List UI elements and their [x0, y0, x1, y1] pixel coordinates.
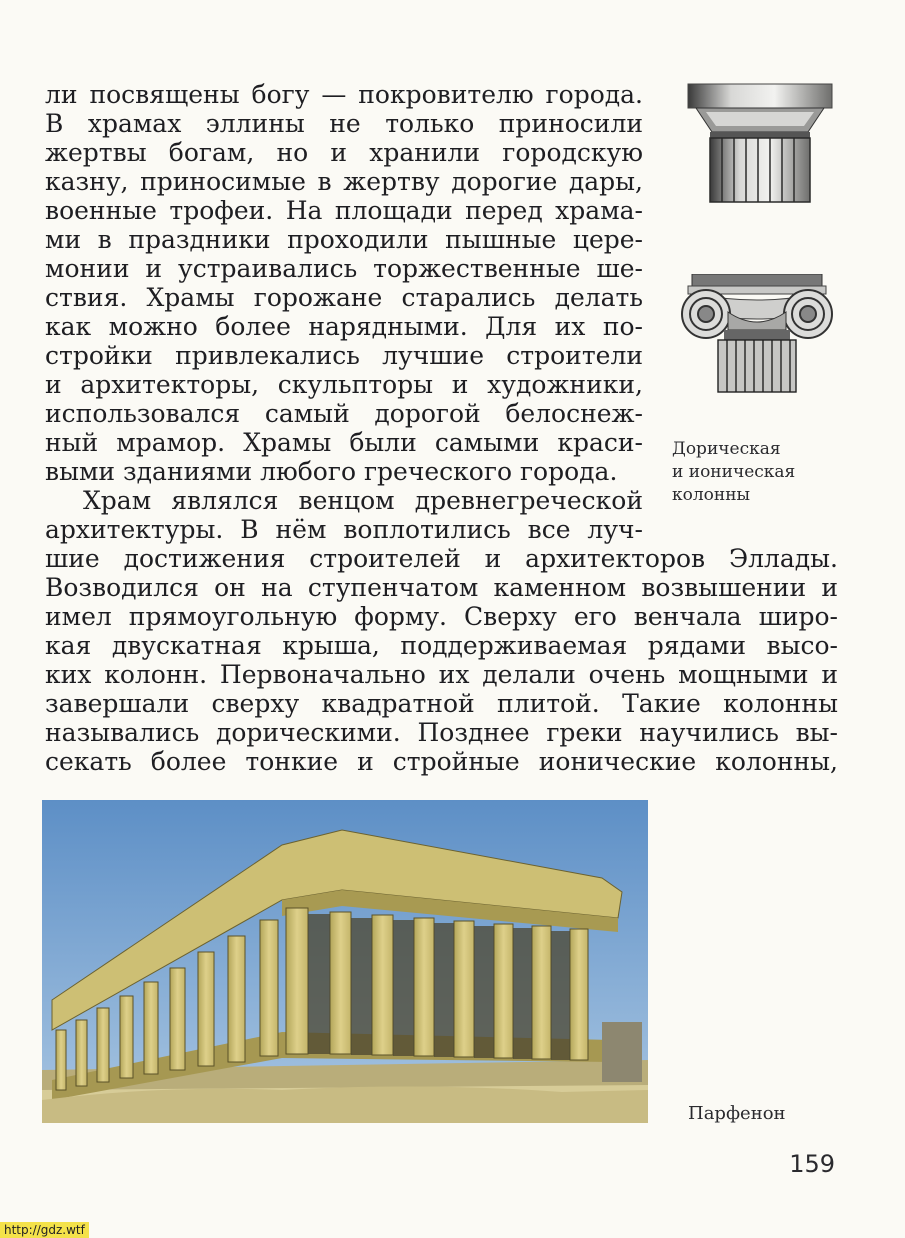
photo-caption: Парфенон: [688, 1103, 786, 1124]
text-line: В храмах эллины не только приносили: [45, 109, 643, 138]
caption-line: колонны: [672, 485, 751, 505]
text-line: использовался самый дорогой белоснеж-: [45, 399, 643, 428]
text-line: шие достижения строителей и архитекторов Эллады.: [45, 544, 838, 573]
text-line: Возводился он на ступенчатом каменном возвышении и: [45, 573, 838, 602]
page-number: 159: [789, 1150, 835, 1178]
text-line: стройки привлекались лучшие строители: [45, 341, 643, 370]
paragraph-start: Храм являлся венцом древнегреческой: [83, 486, 643, 515]
text-line: кая двускатная крыша, поддерживаемая рядами высо-: [45, 631, 838, 660]
text-line: выми зданиями любого греческого города.: [45, 457, 618, 486]
text-line: имел прямоугольную форму. Сверху его венчала широ-: [45, 602, 838, 631]
text-line: завершали сверху квадратной плитой. Такие колонны: [45, 689, 838, 718]
text-line: монии и устраивались торжественные ше-: [45, 254, 643, 283]
caption-line: и ионическая: [672, 462, 796, 482]
text-line: назывались дорическими. Позднее греки научились вы-: [45, 718, 838, 747]
ionic-column-illustration: [678, 274, 836, 394]
text-line: казну, приносимые в жертву дорогие дары,: [45, 167, 643, 196]
watermark-link[interactable]: http://gdz.wtf: [0, 1222, 89, 1238]
parthenon-photo: [42, 800, 648, 1123]
text-line: военные трофеи. На площади перед храма-: [45, 196, 643, 225]
caption-line: Дорическая: [672, 439, 781, 459]
text-line: секать более тонкие и стройные ионические колонны,: [45, 747, 838, 776]
columns-caption: [672, 438, 795, 507]
text-line: ких колонн. Первоначально их делали очень мощными и: [45, 660, 838, 689]
text-line: ствия. Храмы горожане старались делать: [45, 283, 643, 312]
text-line: ный мрамор. Храмы были самыми краси-: [45, 428, 643, 457]
doric-column-illustration: [686, 82, 834, 204]
text-line: архитектуры. В нём воплотились все луч-: [45, 515, 643, 544]
parthenon-illustration: [42, 800, 648, 1123]
text-line: как можно более нарядными. Для их по-: [45, 312, 643, 341]
text-line: и архитекторы, скульпторы и художники,: [45, 370, 643, 399]
text-line: ли посвящены богу — покровителю города.: [45, 80, 643, 109]
text-line: жертвы богам, но и хранили городскую: [45, 138, 643, 167]
text-line: ми в праздники проходили пышные цере-: [45, 225, 643, 254]
